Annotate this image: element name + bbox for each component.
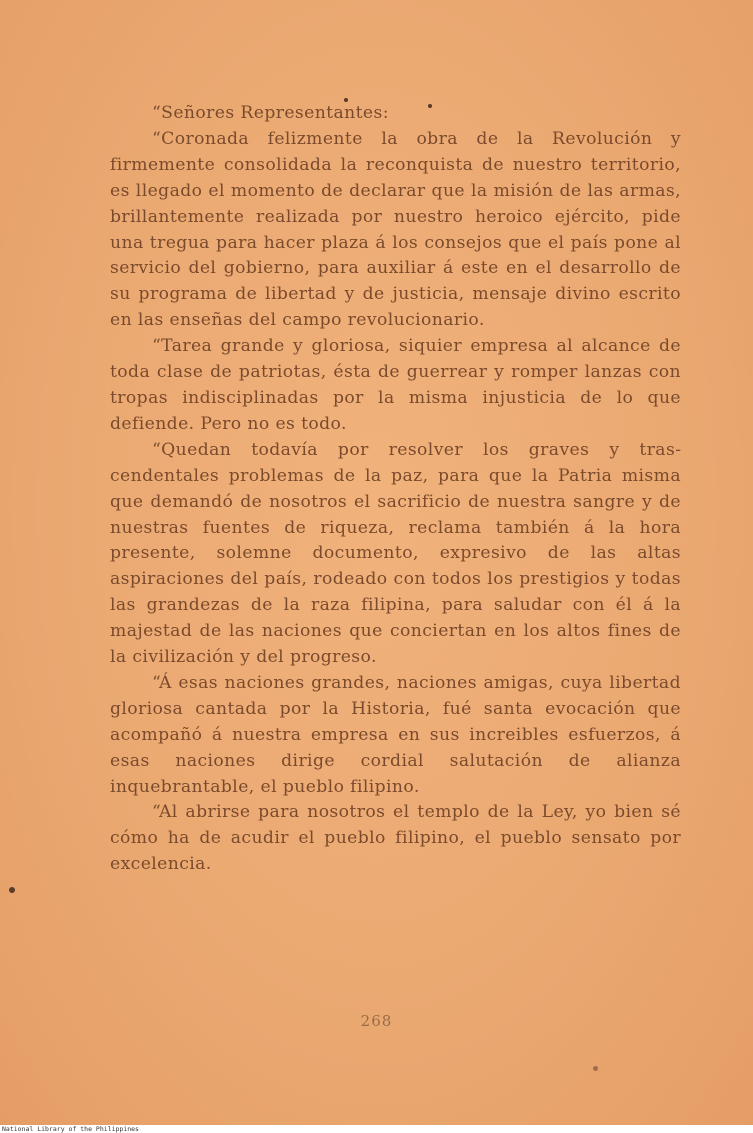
ink-speck	[9, 887, 15, 893]
paragraph: “Quedan todavía por resolver los graves y trascendentales problemas de la paz, para que la Patria misma que demandó de nosotros el sacrificio de nuestra sangre y de nuestras fuentes de riqueza, reclama también á la hora presente, solemne documento, expresivo de las altas aspiraciones del país, rodeado con todos los prestigios y todas las grandezas de la raza filipina, para saludar con él á la majestad de las naciones que conciertan en los altos fines de la civilización y del progreso.	[110, 439, 681, 668]
body-text	[110, 101, 681, 878]
library-credit: National Library of the Philippines	[2, 1125, 139, 1133]
page-number: 268	[360, 1012, 393, 1030]
greeting: “Señores Representantes:	[152, 103, 389, 123]
ink-speck	[593, 1066, 598, 1071]
paragraph: “Al abrirse para nosotros el templo de la Ley, yo bien sé cómo ha de acudir el pueblo filipino, el pueblo sensato por excelencia.	[110, 802, 681, 875]
paragraph: “Á esas naciones grandes, naciones amigas, cuya libertad gloriosa cantada por la Historia, fué santa evocación que acompañó á nuestra empresa en sus increibles esfuerzos, á esas naciones dirige cordial salutación de alianza inquebrantable, el pueblo filipino.	[110, 672, 681, 797]
paragraph: “Coronada felizmente la obra de la Revolución y firmemente consolidada la reconquista de nuestro territorio, es llegado el momento de declarar que la misión de las armas, brillantemente realizada por nuestro heroico ejército, pide una tregua para hacer plaza á los consejos que el país pone al servicio del gobierno, para auxiliar á este en el desarrollo de su programa de libertad y de justicia, mensaje divino escrito en las enseñas del campo revolucionario.	[110, 128, 681, 331]
paragraph: “Tarea grande y gloriosa, siquier empresa al alcance de toda clase de patriotas, ésta de guerrear y romper lanzas con tropas indisciplinadas por la misma injusticia de lo que defiende. Pero no es todo.	[110, 336, 681, 434]
